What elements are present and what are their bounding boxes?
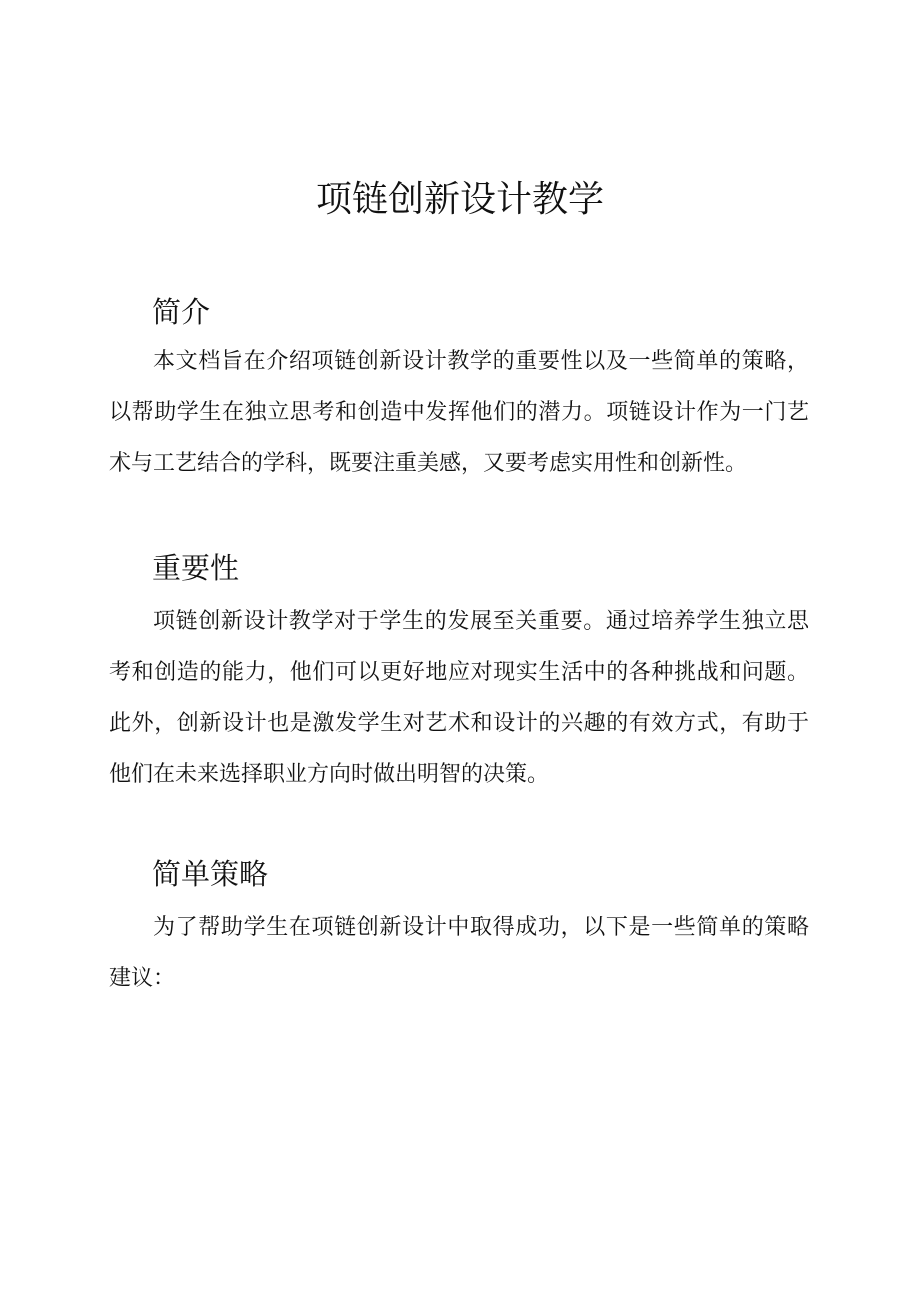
document-title: 项链创新设计教学	[315, 179, 604, 220]
section-heading-intro: 简介	[152, 295, 211, 329]
section-heading-strategy: 简单策略	[152, 857, 269, 891]
section-paragraph-importance: 项链创新设计教学对于学生的发展至关重要。通过培养学生独立思考和创造的能力，他们可以更好地应对现实生活中的各种挑战和问题。此外，创新设计也是激发学生对艺术和设计的兴趣的有效方式，有助于他们在未来选择职业方向时做出明智的决策。	[109, 609, 809, 787]
section-paragraph-intro: 本文档旨在介绍项链创新设计教学的重要性以及一些简单的策略，以帮助学生在独立思考和创造中发挥他们的潜力。项链设计作为一门艺术与工艺结合的学科，既要注重美感，又要考虑实用性和创新性。	[109, 349, 809, 476]
section-paragraph-strategy: 为了帮助学生在项链创新设计中取得成功，以下是一些简单的策略建议：	[109, 915, 809, 991]
section-heading-importance: 重要性	[152, 551, 240, 585]
